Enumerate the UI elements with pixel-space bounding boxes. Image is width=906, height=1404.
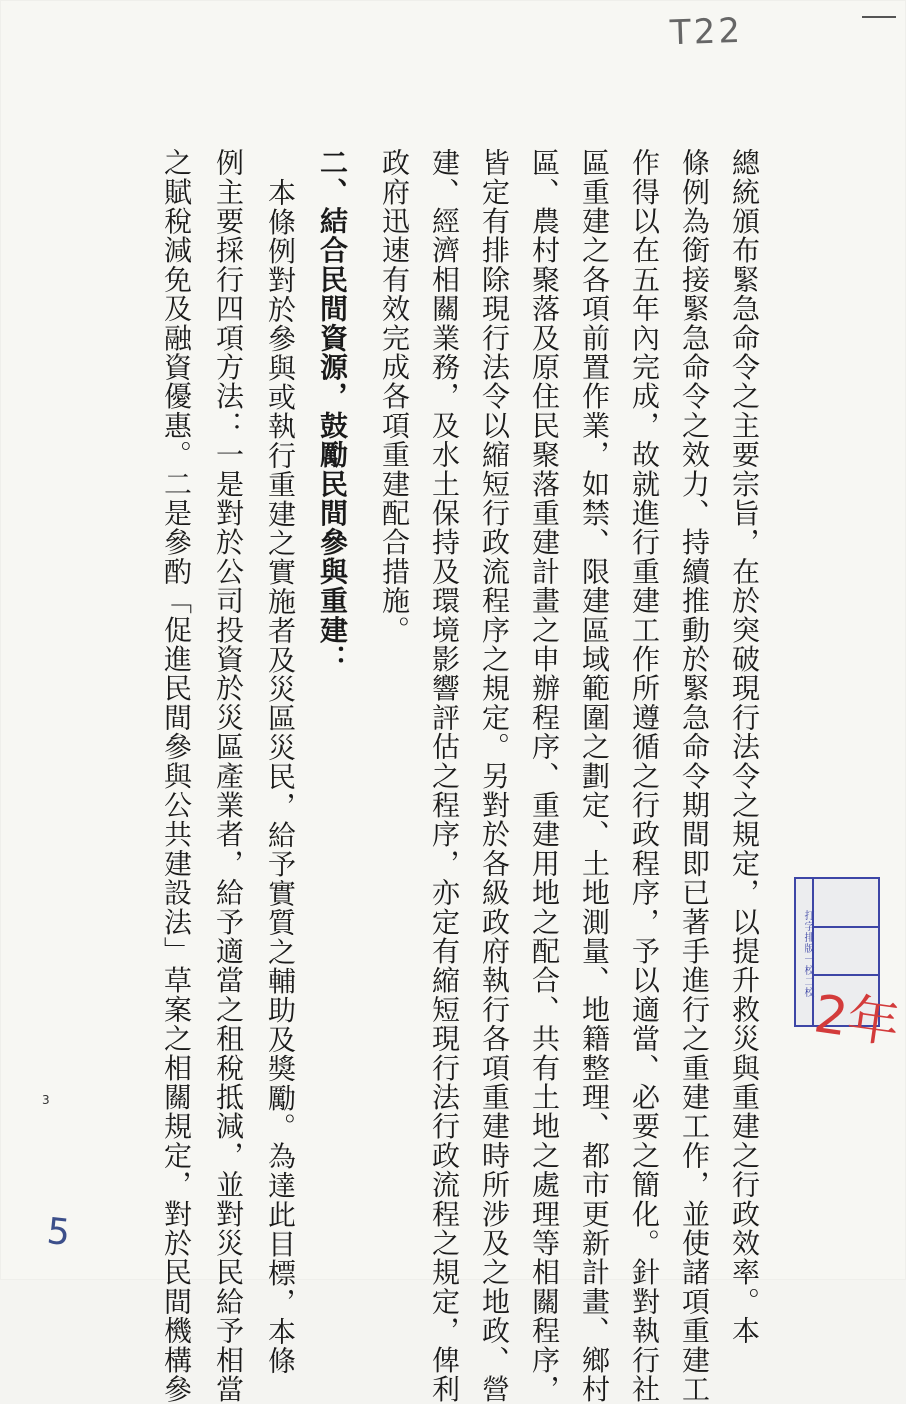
bottom-handwritten-mark: 5 (44, 1210, 72, 1255)
red-signature: 2年 (810, 984, 904, 1056)
text-column-6: 皆定有排除現行法令以縮短行政流程序之規定。另對於各級政府執行各項重建時所涉及之地政、營 (478, 148, 511, 1404)
text-column-1: 總統頒布緊急命令之主要宗旨，在於突破現行法令之規定，以提升救災與重建之行政效率。本 (728, 148, 761, 1346)
text-column-8: 政府迅速有效完成各項重建配合措施。 (378, 148, 411, 645)
text-column-4: 區重建之各項前置作業，如禁、限建區域範圍之劃定、土地測量、地籍整理、都市更新計畫、鄉村 (578, 148, 611, 1404)
text-column-7: 建、經濟相關業務，及水土保持及環境影響評估之程序，亦定有縮短現行法行政流程之規定，俾利 (428, 148, 461, 1404)
text-column-2: 條例為銜接緊急命令之效力、持續推動於緊急命令期間即已著手進行之重建工作，並使諸項重建工 (678, 148, 711, 1404)
section-heading: 二、結合民間資源，鼓勵民間參與重建： (316, 148, 349, 674)
text-column-10: 例主要採行四項方法：一是對於公司投資於災區產業者，給予適當之租稅抵減，並對災民給予相當 (212, 148, 245, 1404)
handwritten-page-code: T22 (669, 10, 744, 54)
text-column-11: 之賦稅減免及融資優惠。二是參酌「促進民間參與公共建設法」草案之相關規定，對於民間機構參 (160, 148, 193, 1404)
text-column-3: 作得以在五年內完成，故就進行重建工作所遵循之行政程序，予以適當、必要之簡化。針對執行社 (628, 148, 661, 1404)
page-number: 3 (42, 1093, 50, 1107)
stamp-title: 打字排版一校二校 (796, 879, 814, 1025)
top-right-mark (862, 16, 896, 18)
text-column-9: 本條例對於參與或執行重建之實施者及災區災民，給予實質之輔助及獎勵。為達此目標，本條 (264, 178, 297, 1376)
text-column-5: 區、農村聚落及原住民聚落重建計畫之申辦程序、重建用地之配合、共有土地之處理等相關程序， (528, 148, 561, 1404)
stamp-cell-1 (814, 879, 878, 928)
stamp-cell-2 (814, 928, 878, 977)
